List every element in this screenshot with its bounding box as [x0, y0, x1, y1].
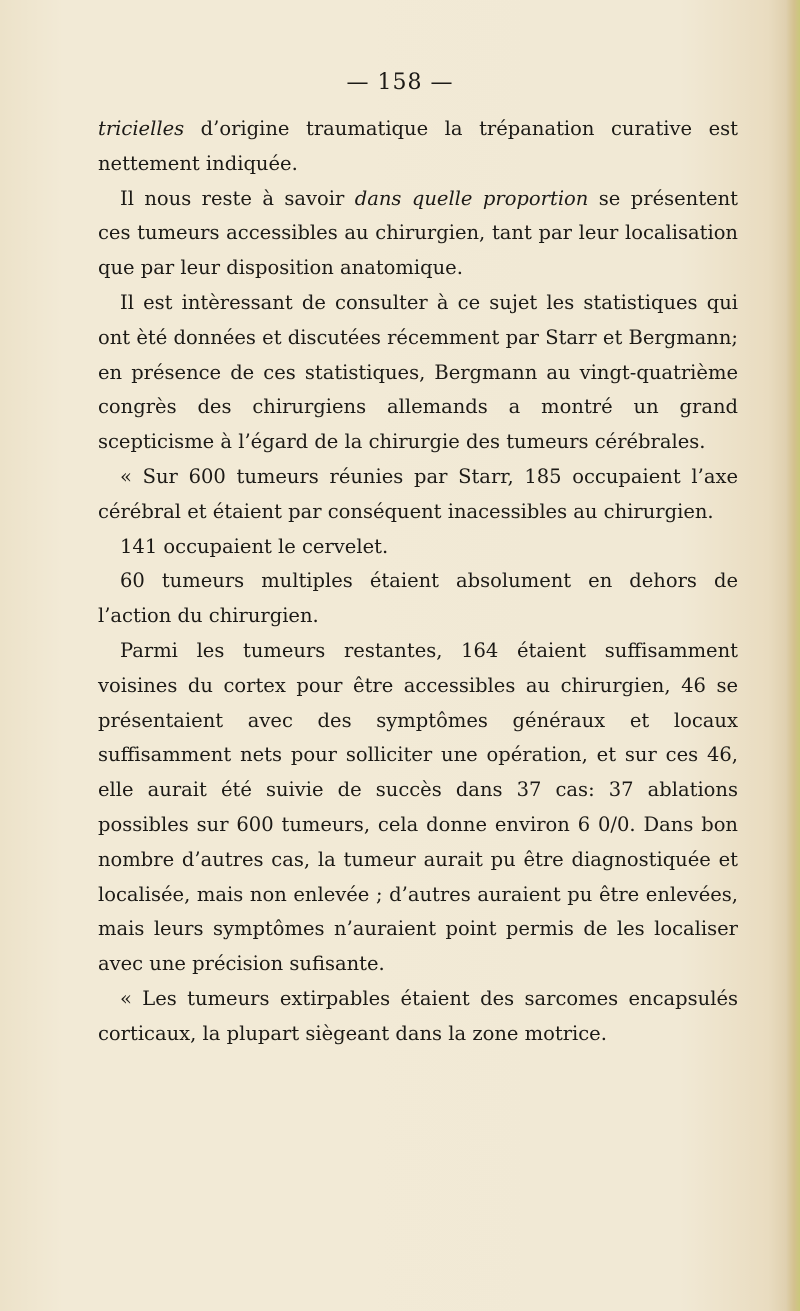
paragraph-4 [98, 460, 738, 530]
paragraph-7-text: Parmi les tumeurs restantes, 164 étaient suffisamment voisines du cortex pour être accessibles au chirurgien, 46 se présentaient avec des symptômes généraux et locaux suffisamment nets pour solliciter une opération, et sur ces 46, elle aurait été suivie de succès dans 37 cas: 37 ablations possibles sur 600 tumeurs, cela donne environ 6 0/0. Dans bon nombre d’autres cas, la tumeur aurait pu être diagnostiquée et localisée, mais non enlevée ; d’autres auraient pu être enlevées, mais leurs symptômes n’auraient point permis de les localiser avec une précision sufisante. [98, 638, 738, 976]
paragraph-2 [98, 182, 738, 286]
paragraph-8 [98, 982, 738, 1052]
paragraph-5-text: 141 occupaient le cervelet. [120, 534, 389, 558]
page-edge-shadow [786, 0, 800, 1311]
body-text [98, 112, 738, 1052]
paragraph-5 [98, 530, 738, 565]
paragraph-6-text: 60 tumeurs multiples étaient absolument en dehors de l’action du chirurgien. [98, 569, 738, 628]
paragraph-1-text: d’origine traumatique la trépanation curative est nettement indiquée. [98, 117, 738, 175]
paragraph-7 [98, 634, 738, 982]
paragraph-2-italic-phrase: dans quelle proportion [354, 186, 589, 210]
paragraph-3 [98, 286, 738, 460]
paragraph-3-text: Il est intèressant de consulter à ce sujet les statistiques qui ont èté données et discutées récemment par Starr et Bergmann; en présence de ces statistiques, Bergmann au vingt-quatrième congrès des chirurgiens allemands a montré un grand scepticisme à l’égard de la chirurgie des tumeurs cérébrales. [98, 290, 738, 454]
paragraph-8-text: « Les tumeurs extirpables étaient des sarcomes encapsulés corticaux, la plupart siègeant dans la zone motrice. [98, 986, 738, 1045]
paragraph-1-italic-word: tricielles [98, 117, 185, 140]
paragraph-2-text-a: Il nous reste à savoir [120, 186, 355, 210]
paragraph-4-text: « Sur 600 tumeurs réunies par Starr, 185 occupaient l’axe cérébral et étaient par conséquent inacessibles au chirurgien. [98, 464, 738, 523]
paragraph-6 [98, 564, 738, 634]
paragraph-2-text-b: se présentent ces tumeurs accessibles au chirurgien, tant par leur localisation que par leur disposition anatomique. [98, 186, 738, 280]
paragraph-1 [98, 112, 738, 182]
page-number: — 158 — [346, 70, 454, 95]
